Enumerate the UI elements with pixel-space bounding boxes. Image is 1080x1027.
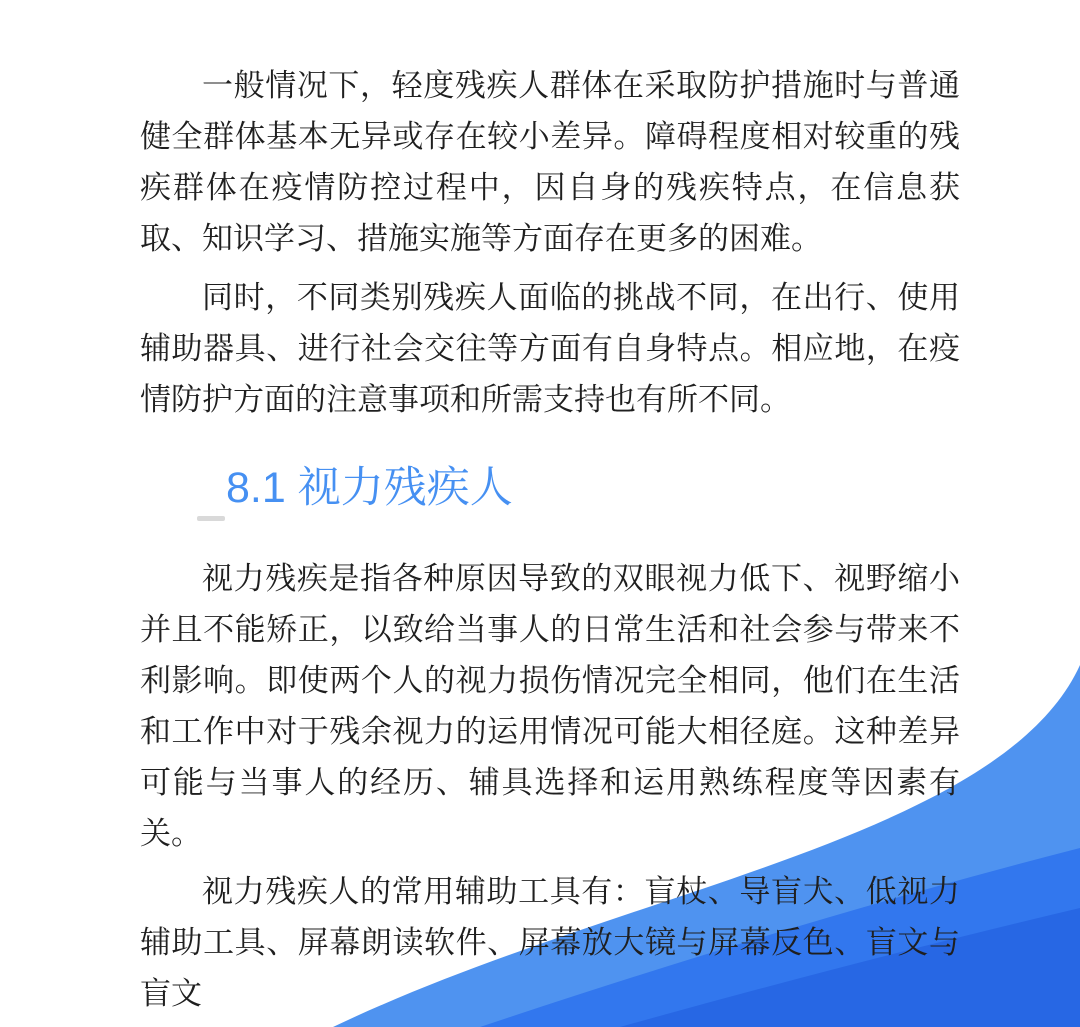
section-paragraph-2: 视力残疾人的常用辅助工具有：盲杖、导盲犬、低视力辅助工具、屏幕朗读软件、屏幕放大镜与屏幕反色、盲文与盲文 (140, 874, 960, 1011)
document-text-block (140, 60, 960, 1019)
section-paragraph-1: 视力残疾是指各种原因导致的双眼视力低下、视野缩小并且不能矫正，以致给当事人的日常生活和社会参与带来不利影响。即使两个人的视力损伤情况完全相同，他们在生活和工作中对于残余视力的运用情况可能大相径庭。这种差异可能与当事人的经历、辅具选择和运用熟练程度等因素有关。 (140, 561, 960, 851)
intro-paragraph-1: 一般情况下，轻度残疾人群体在采取防护措施时与普通健全群体基本无异或存在较小差异。障碍程度相对较重的残疾群体在疫情防控过程中，因自身的残疾特点，在信息获取、知识学习、措施实施等方面存在更多的困难。 (140, 68, 960, 256)
intro-paragraph-2: 同时，不同类别残疾人面临的挑战不同，在出行、使用辅助器具、进行社会交往等方面有自身特点。相应地，在疫情防护方面的注意事项和所需支持也有所不同。 (140, 280, 960, 417)
section-heading: 8.1 视力残疾人 (226, 464, 513, 512)
